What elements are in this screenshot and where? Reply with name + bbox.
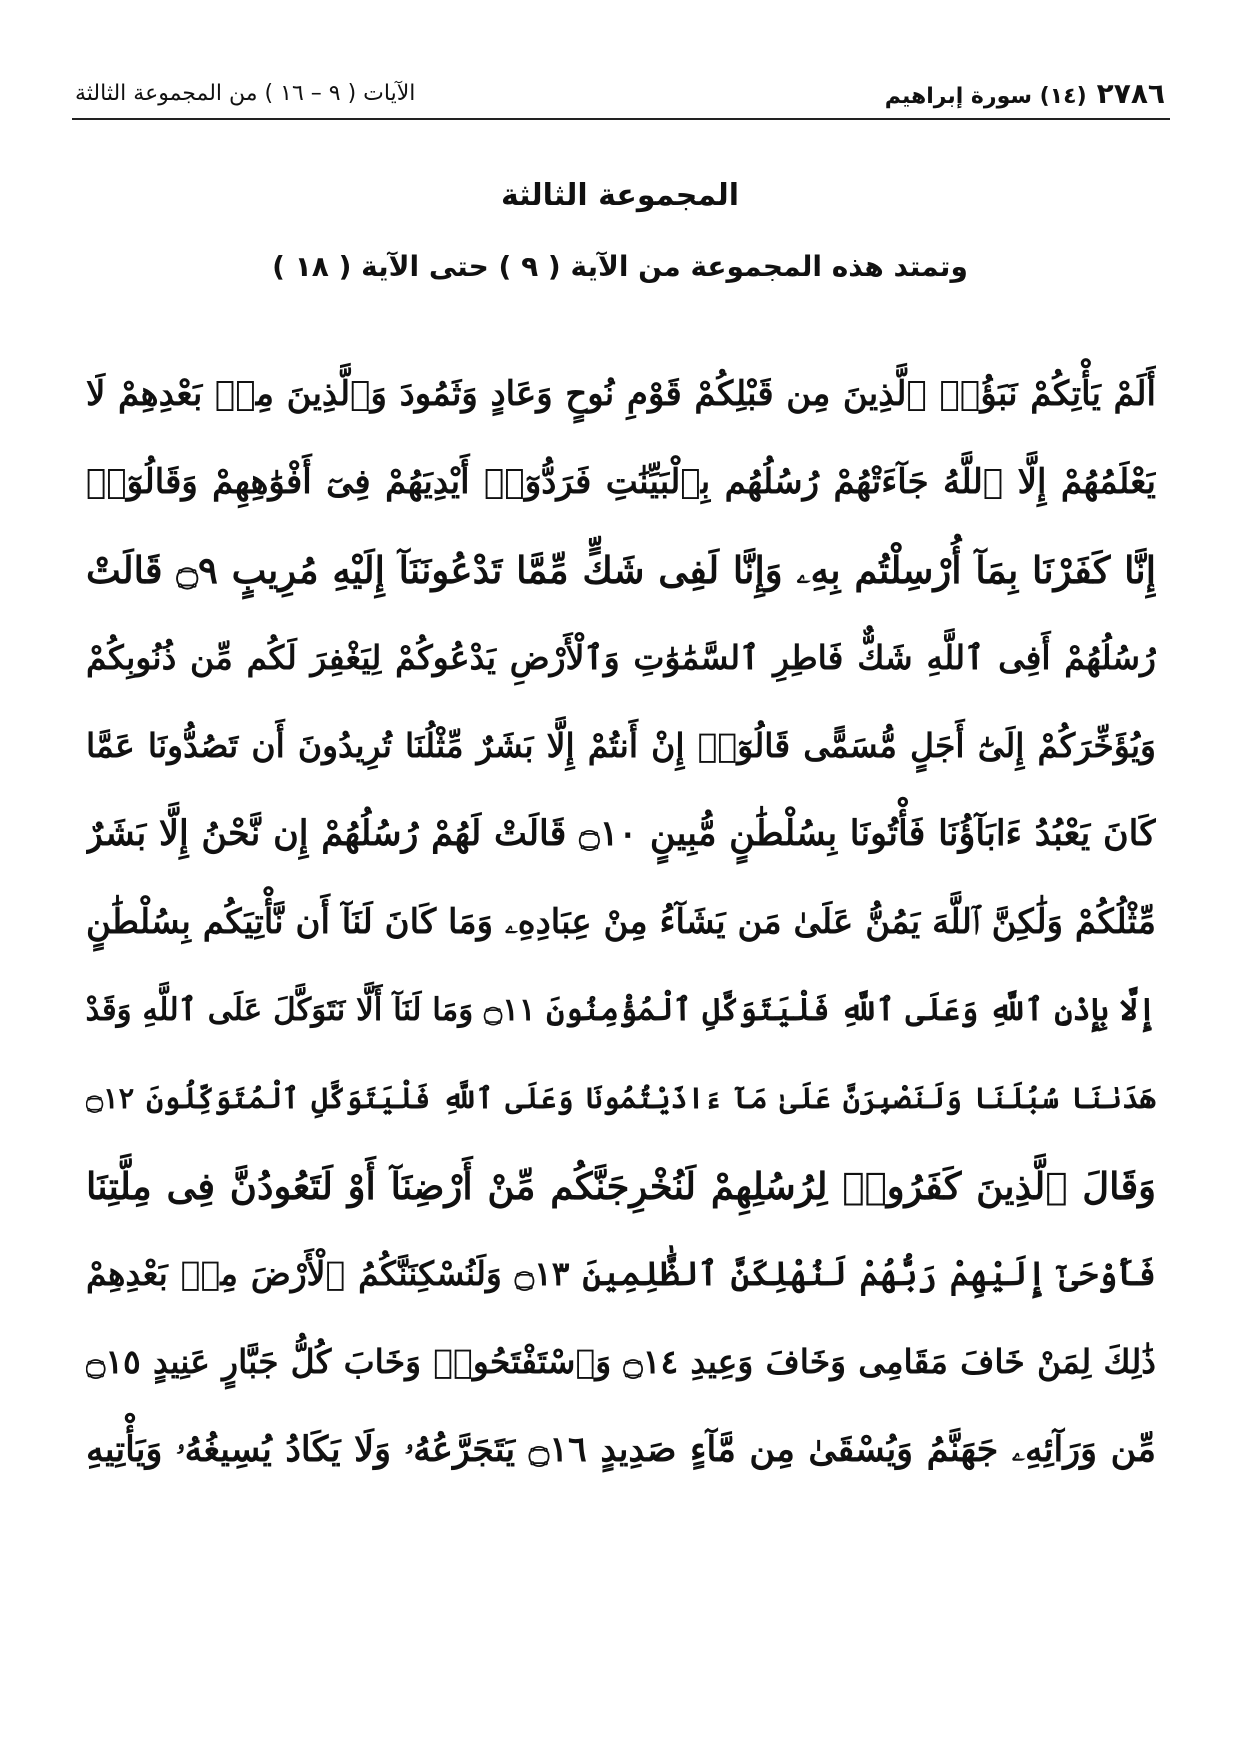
verse-line: وَقَالَ ٱلَّذِينَ كَفَرُوا۟ لِرُسُلِهِمْ لَنُخْرِجَنَّكُم مِّنْ أَرْضِنَآ أَوْ لَتَعُودُنَّ فِى مِلَّتِنَا: [86, 1164, 1156, 1208]
surah-label: (١٤) سورة إبراهيم: [884, 83, 1087, 109]
header-divider: [72, 118, 1170, 120]
page-number: ٢٧٨٦: [1096, 76, 1165, 110]
verse-line: رُسُلُهُمْ أَفِى ٱللَّهِ شَكٌّ فَاطِرِ ٱلسَّمَٰوَٰتِ وَٱلْأَرْضِ يَدْعُوكُمْ لِيَغْفِرَ لَكُم مِّن ذُنُوبِكُمْ: [86, 638, 1156, 677]
verse-line: إِلَّا بِإِذْنِ ٱللَّهِ وَعَلَى ٱللَّهِ فَلْيَتَوَكَّلِ ٱلْمُؤْمِنُونَ ۝١١ وَمَا لَنَآ أَلَّا نَتَوَكَّلَ عَلَى ٱللَّهِ وَقَدْ: [86, 992, 1156, 1028]
section-subtitle: وتمتد هذه المجموعة من الآية ( ٩ ) حتى الآية ( ١٨ ): [272, 250, 968, 283]
verse-line: مِّثْلُكُمْ وَلَٰكِنَّ ٱللَّهَ يَمُنُّ عَلَىٰ مَن يَشَآءُ مِنْ عِبَادِهِۦ وَمَا كَانَ لَنَآ أَن نَّأْتِيَكُم بِسُلْطَٰنٍ: [86, 902, 1156, 942]
verse-line: ذَٰلِكَ لِمَنْ خَافَ مَقَامِى وَخَافَ وَعِيدِ ۝١٤ وَٱسْتَفْتَحُوا۟ وَخَابَ كُلُّ جَبَّارٍ عَنِيدٍ ۝١٥: [86, 1342, 1156, 1381]
verse-line: إِنَّا كَفَرْنَا بِمَآ أُرْسِلْتُم بِهِۦ وَإِنَّا لَفِى شَكٍّ مِّمَّا تَدْعُونَنَآ إِلَيْهِ مُرِيبٍ ۝٩ قَالَتْ: [86, 548, 1156, 592]
verse-line: وَيُؤَخِّرَكُمْ إِلَىٰٓ أَجَلٍ مُّسَمًّى قَالُوٓا۟ إِنْ أَنتُمْ إِلَّا بَشَرٌ مِّثْلُنَا تُرِيدُونَ أَن تَصُدُّونَا عَمَّا: [86, 726, 1156, 765]
header-right: [885, 77, 1165, 110]
verse-line: يَعْلَمُهُمْ إِلَّا ٱللَّهُ جَآءَتْهُمْ رُسُلُهُم بِٱلْبَيِّنَٰتِ فَرَدُّوٓا۟ أَيْدِيَهُمْ فِىٓ أَفْوَٰهِهِمْ وَقَالُوٓا۟: [86, 462, 1156, 502]
verse-line: مِّن وَرَآئِهِۦ جَهَنَّمُ وَيُسْقَىٰ مِن مَّآءٍ صَدِيدٍ ۝١٦ يَتَجَرَّعُهُۥ وَلَا يَكَادُ يُسِيغُهُۥ وَيَأْتِيهِ: [86, 1429, 1156, 1470]
verse-line: أَلَمْ يَأْتِكُمْ نَبَؤُا۟ ٱلَّذِينَ مِن قَبْلِكُمْ قَوْمِ نُوحٍ وَعَادٍ وَثَمُودَ وَٱلَّذِينَ مِنۢ بَعْدِهِمْ لَا: [86, 374, 1156, 414]
verse-text-block: [86, 350, 1156, 1494]
verses-range-label: الآيات ( ٩ – ١٦ ) من المجموعة الثالثة: [75, 80, 416, 106]
section-title: المجموعة الثالثة: [500, 178, 740, 213]
verse-line: فَأَوْحَىٰٓ إِلَيْهِمْ رَبُّهُمْ لَنُهْلِكَنَّ ٱلظَّٰلِمِينَ ۝١٣ وَلَنُسْكِنَنَّكُمُ ٱلْأَرْضَ مِنۢ بَعْدِهِمْ: [86, 1254, 1156, 1293]
verse-line: هَدَىٰنَا سُبُلَنَا وَلَنَصْبِرَنَّ عَلَىٰ مَآ ءَاذَيْتُمُونَا وَعَلَى ٱللَّهِ فَلْيَتَوَكَّلِ ٱلْمُتَوَكِّلُونَ ۝١٢: [86, 1081, 1156, 1115]
running-header: [75, 70, 1165, 116]
verse-line: كَانَ يَعْبُدُ ءَابَآؤُنَا فَأْتُونَا بِسُلْطَٰنٍ مُّبِينٍ ۝١٠ قَالَتْ لَهُمْ رُسُلُهُمْ إِن نَّحْنُ إِلَّا بَشَرٌ: [86, 813, 1156, 854]
